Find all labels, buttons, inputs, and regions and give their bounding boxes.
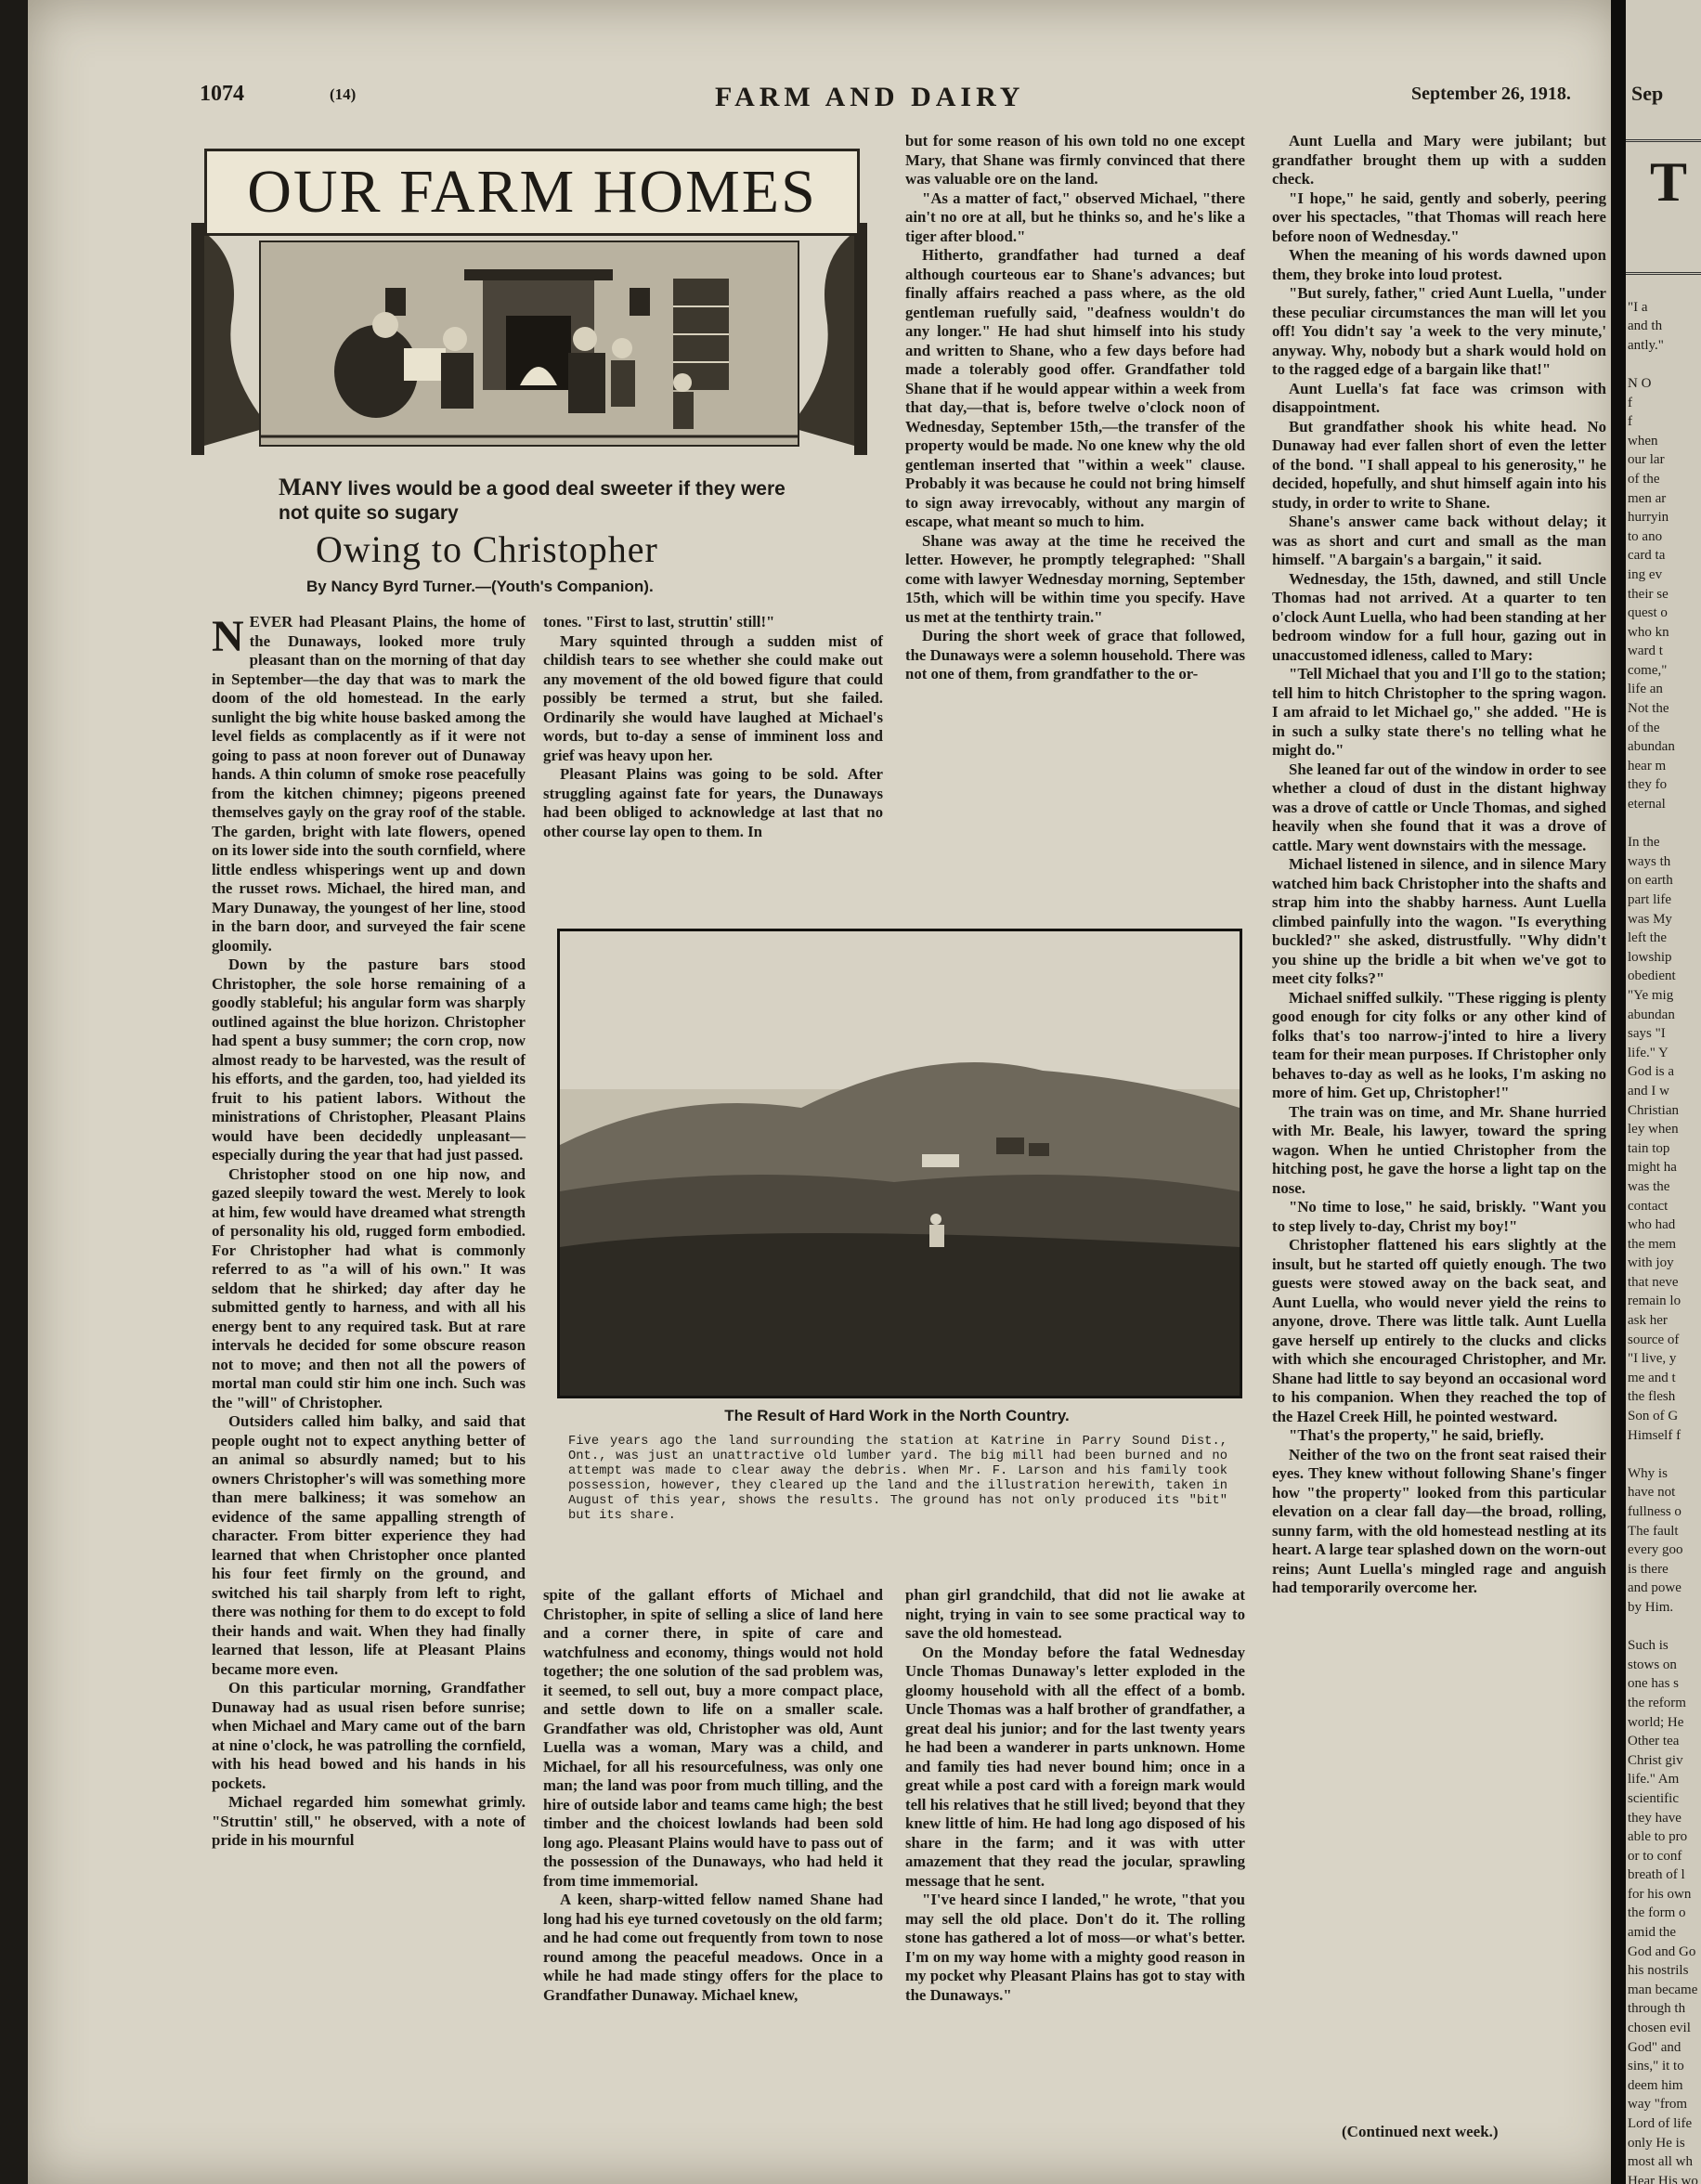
publication-name: FARM AND DAIRY xyxy=(715,82,1025,112)
paragraph: On this particular morning, Grandfather Dunaway had as usual risen before sunrise; when Michael and Mary came out of the barn at nine o'clock, he was patrolling the cornfield, with his head bowed and his hands in his pockets. xyxy=(212,1679,526,1792)
paragraph: "I hope," he said, gently and soberly, peering over his spectacles, "that Thomas will reach here before noon of Wednesday." xyxy=(1272,188,1606,245)
our-farm-homes-banner xyxy=(186,139,873,460)
teaser-drop-letter: M xyxy=(279,474,302,500)
paragraph: Shane's answer came back without delay; it was as short and curt and small as the man himself. "A bargain's a bargain," it said. xyxy=(1272,513,1606,568)
facing-page-line: sins," it to xyxy=(1628,2059,1684,2074)
facing-page-line: of the xyxy=(1628,720,1660,735)
paragraph: When the meaning of his words dawned upon them, they broke into loud protest. xyxy=(1272,246,1606,283)
facing-page-line: ley when xyxy=(1628,1122,1679,1138)
facing-page-line: was My xyxy=(1628,911,1672,927)
facing-page-line: Christ giv xyxy=(1628,1752,1683,1768)
facing-page-line: God" and xyxy=(1628,2039,1682,2055)
facing-page-line: man became xyxy=(1628,1982,1698,1997)
facing-page-line: abundan xyxy=(1628,1007,1675,1022)
facing-page-line: deem him xyxy=(1628,2077,1683,2093)
facing-page-line: lowship xyxy=(1628,949,1672,965)
paragraph: Christopher flattened his ears slightly at the insult, but he started off quietly enough. The two guests were stowed away on the back seat, and Aunt Luella, who would never yield the reins to anyone, drove. There was little talk. Aunt Luella gave herself up entirely to the clucks and clicks with which she encouraged Christopher, and Mr. Shane had little to say beyond an occasional word to his companion. When they reached the top of the Hazel Creek Hill, he pointed westward. xyxy=(1272,1236,1606,1425)
facing-page-line: "I live, y xyxy=(1628,1351,1677,1367)
paragraph: "I've heard since I landed," he wrote, "that you may sell the old place. Don't do it. The rolling stone has gathered a lot of moss—or what's better. I'm on my way home with a mighty good reason in my pocket why Pleasant Plains has got to stay with the Dunaways." xyxy=(905,1891,1245,2004)
article-column-3-bottom xyxy=(905,1586,1245,2005)
facing-page-line: able to pro xyxy=(1628,1829,1688,1845)
paragraph: Pleasant Plains was going to be sold. After struggling against fate for years, the Dunaways had been obliged to acknowledge at last that no other course lay open to them. In xyxy=(543,765,883,840)
facing-page-line: life." Am xyxy=(1628,1772,1680,1788)
facing-page-line: contact xyxy=(1628,1198,1669,1214)
teaser-text: ANY lives would be a good deal sweeter if they were not quite so sugary xyxy=(279,478,786,524)
facing-page-line: Lord of life xyxy=(1628,2116,1693,2131)
facing-page-line: or to conf xyxy=(1628,1848,1682,1864)
facing-page-line: God and Go xyxy=(1628,1944,1696,1959)
facing-page-line: tain top xyxy=(1628,1140,1670,1156)
article-column-3-top xyxy=(905,132,1245,684)
facing-page-line: fullness o xyxy=(1628,1504,1682,1519)
facing-page-line: his nostrils xyxy=(1628,1963,1689,1979)
paragraph: tones. "First to last, struttin' still!" xyxy=(543,613,775,630)
paragraph: "As a matter of fact," observed Michael, "there ain't no ore at all, but he thinks so, and he's like a tiger after blood." xyxy=(905,188,1245,245)
facing-page-line: hurryin xyxy=(1628,510,1669,526)
facing-page-line: N O xyxy=(1628,375,1652,391)
paragraph: Christopher stood on one hip now, and gazed sleepily toward the west. Merely to look at him, few would have dreamed what strength of personality his old, rugged form embodied. For Christopher had what is commonly referred to as "a will of his own." It was seldom that he shirked; day after day he submitted gently to harness, and with all his energy bent to any required task. But at rare intervals he decided for some obscure reason not to move; and then not all the powers of mortal man could stir him one inch. Such was the "will" of Christopher. xyxy=(212,1164,526,1411)
facing-page-line: Such is xyxy=(1628,1638,1669,1654)
facing-page-line: one has s xyxy=(1628,1676,1679,1692)
paragraph: "But surely, father," cried Aunt Luella, "under these peculiar circumstances the man will let you off! You didn't say 'a week to the very minute,' anyway. Why, nobody but a shark would hold on to the ragged edge of a bargain like that!" xyxy=(1272,284,1606,378)
facing-page-line: ing ev xyxy=(1628,566,1663,582)
facing-page-line: who had xyxy=(1628,1217,1676,1233)
paragraph: On the Monday before the fatal Wednesday Uncle Thomas Dunaway's letter exploded in the gloomy household with all the effect of a bomb. Uncle Thomas was a half brother of grandfather, a great deal his junior; and for the last twenty years he had been a wanderer in parts unknown. Home and family ties had never bound him; once in a great while a post card with a foreign mark would tell his relatives that he still lived; beyond that they knew little of him. He had long ago disposed of his share in the farm; and it was with utter amazement that they read the jocular, sprawling message that he sent. xyxy=(905,1643,1245,1890)
facing-page-line: the reform xyxy=(1628,1695,1686,1710)
facing-page-line: men ar xyxy=(1628,490,1667,506)
paragraph: Outsiders called him balky, and said that people ought not to expect anything better of an animal so absurdly named; but to his owners Christopher's will was something more than mere balkiness; it was somehow an evidence of the same appalling strength of character. From bitter experience they had learned that when Christopher once planted his four feet firmly on the ground, and switched his tail sharply from left to right, there was nothing for them to do except to fold their hands and wait. When they had finally learned that lesson, life at Pleasant Plains became more even. xyxy=(212,1412,526,1678)
facing-page-title-letter: T xyxy=(1650,151,1688,213)
facing-page-line: God is a xyxy=(1628,1064,1674,1080)
facing-page-line: for his own xyxy=(1628,1886,1692,1902)
paragraph: She leaned far out of the window in order to see whether a cloud of dust in the distant highway was a drove of cattle or Uncle Thomas, and sighed heavily when she found that it was a drove of cattle. Mary went downstairs with the message. xyxy=(1272,760,1606,854)
paragraph: "That's the property," he said, briefly. xyxy=(1289,1426,1544,1444)
paragraph: Down by the pasture bars stood Christopher, the sole horse remaining of a goodly stableful; his angular form was sharply outlined against the blue horizon. Christopher had spent a busy summer; the corn crop, now almost ready to be harvested, was the result of his efforts, and the garden, too, had yielded its fruit to his patient labors. Without the ministrations of Christopher, Pleasant Plains would have been decidedly unpleasant—especially during the year that had just passed. xyxy=(212,956,526,1164)
facing-page-line: In the xyxy=(1628,835,1660,851)
paragraph: The train was on time, and Mr. Shane hurried with Mr. Beale, his lawyer, toward the spring wagon. When he untied Christopher from the hitching post, he gave the horse a light tap on the nose. xyxy=(1272,1102,1606,1197)
facing-page-line: and th xyxy=(1628,318,1663,334)
facing-page-line: most all wh xyxy=(1628,2154,1693,2170)
binding-gutter xyxy=(1611,0,1626,2184)
facing-page-line: life." Y xyxy=(1628,1045,1669,1060)
facing-page-line: they fo xyxy=(1628,777,1668,793)
photo-caption: Five years ago the land surrounding the station at Katrine in Parry Sound Dist., Ont., was just an unattractive old lumber yard. The big mill had been burned and no attempt was made to clear away the debris. When Mr. F. Larson and his family took possession, however, they cleared up the land and the illustration herewith, taken in August of this year, shows the results. The ground has not only produced its "bit" but its share. xyxy=(568,1435,1227,1523)
facing-page-line: every goo xyxy=(1628,1542,1683,1558)
facing-page-line: our lar xyxy=(1628,452,1665,468)
facing-page-line xyxy=(1628,279,1700,298)
facing-page-line: way "from xyxy=(1628,2097,1688,2112)
paragraph: EVER had Pleasant Plains, the home of the Dunaways, looked more truly pleasant than on the morning of that day in September—the day that was to mark the doom of the old homestead. In the early sunlight the big white house basked among the level fields as complacently as if it were not going to pass at noon forever out of Dunaway hands. A thin column of smoke rose peacefully from the kitchen chimney; pigeons preened themselves gayly on the gray roof of the stable. The garden, bright with late flowers, opened on its lower side into the south cornfield, where little endless whisperings went up and down the russet rows. Michael, the hired man, and Mary Dunaway, the youngest of her line, stood in the barn door, and surveyed the fair scene gloomily. xyxy=(212,613,526,955)
facing-page-header: Sep xyxy=(1631,82,1664,105)
paragraph: Neither of the two on the front seat raised their eyes. They knew without following Shane's finger how "the property" looked from this particular elevation on a clear fall day—the broad, rolling, sunny farm, with the old homestead nestling at its heart. A large tear splashed down on the worn-out reins; Aunt Luella's mingled rage and anguish had temporarily overcome her. xyxy=(1272,1445,1606,1596)
paragraph: A keen, sharp-witted fellow named Shane had long had his eye turned covetously on the old farm; and he had come out frequently from town to nose round among the peaceful meadows. Once in a while he had made stingy offers for the place to Grandfather Dunaway. Michael knew, xyxy=(543,1891,883,2004)
paragraph: but for some reason of his own told no one except Mary, that Shane was firmly convinced that there was valuable ore on the land. xyxy=(905,132,1245,188)
facing-page-line xyxy=(1628,1618,1700,1637)
facing-page-line: antly." xyxy=(1628,337,1664,353)
paragraph: Mary squinted through a sudden mist of childish tears to see whether she could make out any movement of the old bowed figure that could possibly be termed a strut, but she failed. Ordinarily she would have laughed at Michael's words, but to-day a sense of imminent loss and grief was heavy upon her. xyxy=(543,631,883,764)
facing-page-line: stows on xyxy=(1628,1657,1677,1672)
facing-page-line: f xyxy=(1628,414,1632,430)
facing-page-line: "I a xyxy=(1628,299,1648,315)
facing-page-line: chosen evil xyxy=(1628,2021,1691,2036)
facing-page-line: with joy xyxy=(1628,1255,1674,1271)
facing-page-text xyxy=(1628,279,1700,2184)
facing-page-line: who kn xyxy=(1628,624,1669,640)
facing-page-line: "Ye mig xyxy=(1628,987,1674,1003)
facing-page-line: source of xyxy=(1628,1332,1680,1347)
paragraph: Michael listened in silence, and in silence Mary watched him back Christopher into the shafts and strap him into the shabby harness. Aunt Luella climbed painfully into the wagon. "Is everything buckled?" she asked, distrustfully. "Why didn't you shine up the bridle a bit when we've got to meet city folks?" xyxy=(1272,855,1606,987)
facing-page-line: might ha xyxy=(1628,1160,1677,1176)
facing-page-line: was the xyxy=(1628,1178,1670,1194)
facing-page-line xyxy=(1628,814,1700,834)
facing-page-line: they have xyxy=(1628,1810,1682,1826)
facing-page-line: the form o xyxy=(1628,1905,1686,1921)
continued-notice: (Continued next week.) xyxy=(1342,2123,1499,2140)
article-column-1 xyxy=(212,613,526,1851)
paragraph: "No time to lose," he said, briskly. "Want you to step lively to-day, Christ my boy!" xyxy=(1272,1198,1606,1235)
teaser-quote xyxy=(279,474,799,526)
facing-page-line: the flesh xyxy=(1628,1389,1676,1405)
article-column-4 xyxy=(1272,132,1606,1598)
facing-page-fragment xyxy=(1626,0,1701,2184)
facing-page-line: quest o xyxy=(1628,605,1668,621)
facing-page-line: life an xyxy=(1628,682,1663,697)
paragraph: Aunt Luella's fat face was crimson with disappointment. xyxy=(1272,379,1606,416)
facing-page-line: their se xyxy=(1628,586,1669,602)
paragraph: Aunt Luella and Mary were jubilant; but grandfather brought them up with a sudden check. xyxy=(1272,132,1606,188)
facing-page-line: left the xyxy=(1628,930,1668,946)
paragraph: Michael regarded him somewhat grimly. "Struttin' still," he observed, with a note of pride in his mournful xyxy=(212,1793,526,1849)
paragraph: During the short week of grace that followed, the Dunaways were a solemn household. There was not one of them, from grandfather to the or- xyxy=(905,627,1245,682)
facing-page-line: abundan xyxy=(1628,739,1675,755)
facing-page-line: scientific xyxy=(1628,1790,1679,1806)
story-title: Owing to Christopher xyxy=(316,528,658,570)
facing-page-line: through th xyxy=(1628,2001,1686,2017)
facing-page-line: card ta xyxy=(1628,548,1666,564)
facing-page-line: when xyxy=(1628,433,1658,448)
drop-cap: N xyxy=(212,612,244,661)
article-column-2-top xyxy=(543,613,883,841)
facing-page-line: world; He xyxy=(1628,1714,1684,1730)
facing-page-line: ways th xyxy=(1628,853,1671,869)
facing-page-line: obedient xyxy=(1628,968,1676,984)
facing-page-line: and powe xyxy=(1628,1580,1682,1596)
paragraph: Hitherto, grandfather had turned a deaf although courteous ear to Shane's advances; but finally affairs reached a pass where, as the old gentleman ruefully said, "deafness wouldn't do any longer." He had shut himself into his study and written to Shane, who a few days before had made a tolerably good offer. Grandfather told Shane that if he would appear within a week from that day,—that is, before twelve o'clock noon of Wednesday, September 15th,—the transfer of the property would be made. No one knew why the old gentleman inserted that "within a week" clause. Probably it was because he could not bring himself to sign away irrevocably, without any margin of escape, what meant so much to him. xyxy=(905,246,1245,530)
article-column-2-bottom xyxy=(543,1586,883,2005)
facing-page-line: have not xyxy=(1628,1485,1676,1501)
paragraph: Wednesday, the 15th, dawned, and still Uncle Thomas had not arrived. At a quarter to ten o'clock Aunt Luella, who had been standing at her bedroom window for a full hour, gazing out in unaccustomed idleness, called to Mary: xyxy=(1272,569,1606,664)
paragraph: Shane was away at the time he received the letter. However, he promptly telegraphed: "Shall come with lawyer Wednesday morning, September 15th, which will be within time you specify. Have us met at the tenthirty train." xyxy=(905,531,1245,626)
facing-page-line: Himself f xyxy=(1628,1427,1682,1443)
paragraph: "Tell Michael that you and I'll go to the station; tell him to hitch Christopher to the spring wagon. I am afraid to let Michael go," she added. "He is in such a sulky state there's no telling what he might do." xyxy=(1272,665,1606,759)
banner-title: OUR FARM HOMES xyxy=(204,149,860,236)
facing-page-line: only He is xyxy=(1628,2135,1685,2151)
facing-page-line: Christian xyxy=(1628,1102,1679,1118)
facing-page-line: Not the xyxy=(1628,701,1669,717)
facing-page-line: the mem xyxy=(1628,1236,1677,1252)
farm-photograph xyxy=(557,929,1242,1398)
facing-page-line: and I w xyxy=(1628,1083,1669,1098)
paragraph: spite of the gallant efforts of Michael and Christopher, in spite of selling a slice of land here and a corner there, in spite of care and watchfulness and economy, things would not hold together; the one solution of the sad problem was, it seemed, to sell out, buy a more compact place, and settle down to life on a smaller scale. Grandfather was old, Christopher was old, Aunt Luella was a woman, Mary was a child, and Michael, for all his resourcefulness, was only one man; the land was poor from much tilling, and the hire of outside labor and teams came high; the best timber and the choicest lowlands had been sold long ago. Pleasant Plains would have to pass out of the possession of the Dunaways, who had held it from time immemorial. xyxy=(543,1586,883,1890)
facing-page-line: says "I xyxy=(1628,1026,1666,1042)
story-byline: By Nancy Byrd Turner.—(Youth's Companion). xyxy=(306,578,654,595)
facing-page-line: hear m xyxy=(1628,758,1667,774)
page-number: 1074 xyxy=(200,82,244,106)
facing-page-line: remain lo xyxy=(1628,1294,1682,1309)
landscape-photo xyxy=(560,931,1240,1396)
facing-page-line: me and t xyxy=(1628,1370,1676,1385)
facing-page-line: Hear His wo xyxy=(1628,2173,1698,2184)
facing-page-line xyxy=(1628,355,1700,374)
facing-page-line: Son of G xyxy=(1628,1409,1679,1424)
facing-page-line: eternal xyxy=(1628,797,1666,812)
facing-page-line: amid the xyxy=(1628,1925,1677,1941)
photo-heading: The Result of Hard Work in the North Country. xyxy=(724,1407,1070,1424)
facing-page-line: ask her xyxy=(1628,1313,1668,1329)
issue-date: September 26, 1918. xyxy=(1411,84,1571,104)
paragraph: But grandfather shook his white head. No Dunaway had ever fallen short of even the letter of the bond. "I shall appeal to his generosity," he decided, hopefully, and shut himself again into his study, in order to write to Shane. xyxy=(1272,417,1606,512)
facing-page-line: f xyxy=(1628,395,1632,410)
facing-page-line: that neve xyxy=(1628,1274,1679,1290)
facing-page-line: by Him. xyxy=(1628,1599,1674,1615)
paragraph: Michael sniffed sulkily. "These rigging is plenty good enough for city folks or any other kind of folks that's too narrow-j'inted to hire a livery team for their mean purposes. If Christopher only behaves to-day as well as he looks, I'm asking no more of him. Get up, Christopher!" xyxy=(1272,988,1606,1101)
facing-page-line: breath of l xyxy=(1628,1867,1685,1883)
facing-page-line xyxy=(1628,1445,1700,1464)
facing-page-line: The fault xyxy=(1628,1523,1679,1539)
section-number: (14) xyxy=(330,85,357,103)
facing-page-line: part life xyxy=(1628,892,1672,907)
paragraph: phan girl grandchild, that did not lie awake at night, trying in vain to see some practical way to save the old homestead. xyxy=(905,1586,1245,1642)
facing-page-line: of the xyxy=(1628,471,1660,487)
facing-page-line: come," xyxy=(1628,662,1668,678)
facing-page-line: Other tea xyxy=(1628,1734,1680,1749)
facing-page-line: Why is xyxy=(1628,1465,1668,1481)
facing-page-line: to ano xyxy=(1628,528,1663,544)
facing-page-line: on earth xyxy=(1628,873,1673,889)
facing-page-line: ward t xyxy=(1628,644,1663,659)
facing-page-line: is there xyxy=(1628,1561,1669,1577)
